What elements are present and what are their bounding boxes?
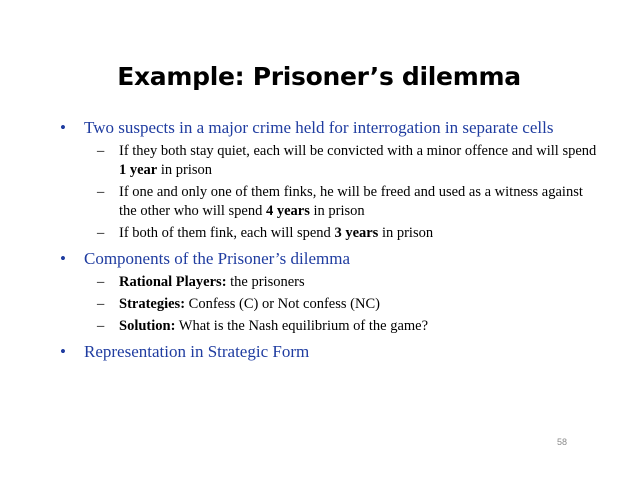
dash-icon: – bbox=[97, 143, 105, 159]
sub-bullet-item bbox=[60, 224, 600, 243]
bullet-item bbox=[60, 341, 600, 363]
bullet-list bbox=[60, 117, 600, 363]
slide-title: Example: Prisoner’s dilemma bbox=[117, 62, 521, 91]
dash-icon: – bbox=[97, 225, 105, 241]
bullet-text: Representation in Strategic Form bbox=[84, 342, 310, 361]
bullet-item bbox=[60, 117, 600, 139]
sub-bullet-item bbox=[60, 295, 600, 314]
dash-icon: – bbox=[97, 318, 105, 334]
sub-bullet-item bbox=[60, 273, 600, 292]
sub-text: If they both stay quiet, each will be convicted with a minor offence and will spend 1 year in prison bbox=[119, 143, 597, 178]
bullet-text: Two suspects in a major crime held for interrogation in separate cells bbox=[84, 118, 554, 137]
sub-text: Rational Players: the prisoners bbox=[119, 274, 305, 290]
bullet-text: Components of the Prisoner’s dilemma bbox=[84, 249, 350, 268]
sub-text: Strategies: Confess (C) or Not confess (NC) bbox=[119, 296, 380, 312]
sub-bullet-item bbox=[60, 142, 600, 180]
sub-text: If one and only one of them finks, he will be freed and used as a witness against the other who will spend 4 years in prison bbox=[119, 184, 583, 219]
sub-text: If both of them fink, each will spend 3 years in prison bbox=[119, 225, 434, 241]
bullet-icon: • bbox=[60, 342, 66, 361]
dash-icon: – bbox=[97, 184, 105, 200]
slide-number: 58 bbox=[557, 437, 568, 447]
bullet-icon: • bbox=[60, 249, 66, 268]
dash-icon: – bbox=[97, 296, 105, 312]
sub-bullet-item bbox=[60, 317, 600, 336]
bullet-item bbox=[60, 248, 600, 270]
sub-text: Solution: What is the Nash equilibrium of the game? bbox=[119, 318, 429, 334]
dash-icon: – bbox=[97, 274, 105, 290]
sub-bullet-item bbox=[60, 183, 600, 221]
bullet-icon: • bbox=[60, 118, 66, 137]
